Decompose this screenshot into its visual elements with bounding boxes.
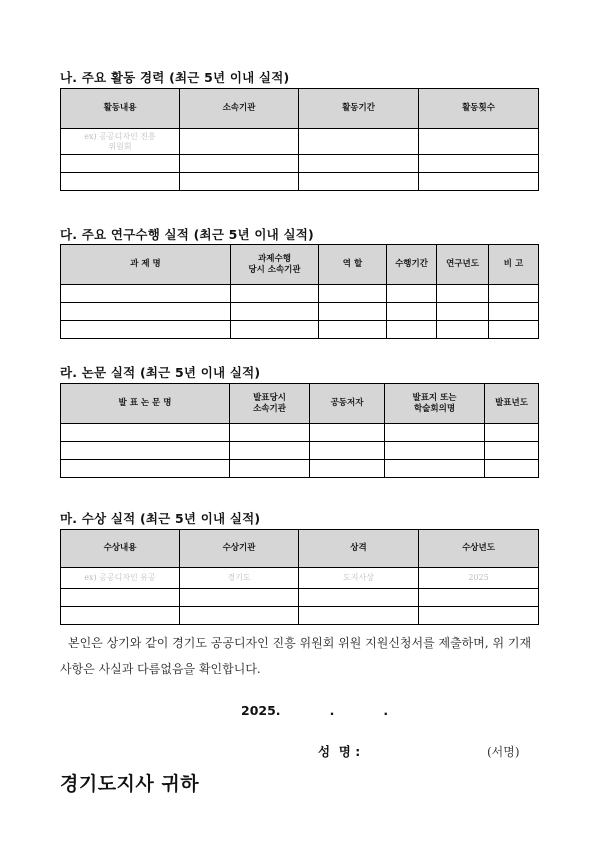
papers-header-label: 발표지 또는 학술회의명	[412, 392, 457, 414]
activities-header-label: 소속기관	[222, 103, 256, 113]
table-row	[61, 424, 539, 442]
table-row	[61, 460, 539, 478]
papers-cell[interactable]	[385, 442, 485, 460]
research-cell[interactable]	[319, 303, 387, 321]
papers-header-label: 공동저자	[330, 398, 364, 408]
activities-cell[interactable]	[299, 173, 419, 191]
table-row	[61, 568, 539, 589]
research-header-1	[231, 245, 319, 285]
awards-cell[interactable]	[419, 589, 539, 607]
activities-table	[60, 88, 539, 191]
research-header-3	[387, 245, 437, 285]
activities-cell[interactable]	[180, 173, 299, 191]
awards-cell-text: 2025	[468, 573, 489, 582]
awards-cell-text: 경기도	[227, 573, 251, 582]
awards-header-3	[419, 530, 539, 568]
research-header-label: 과 제 명	[130, 259, 161, 269]
signature-name-label: 성 명 :	[318, 744, 361, 759]
activities-cell[interactable]	[419, 155, 539, 173]
awards-cell-text: ex) 공공디자인 유공	[84, 573, 156, 582]
research-cell[interactable]	[489, 321, 539, 339]
addressee: 경기도지사 귀하	[60, 773, 200, 795]
papers-cell[interactable]	[230, 460, 310, 478]
papers-cell[interactable]	[485, 460, 539, 478]
awards-table	[60, 529, 539, 625]
awards-cell[interactable]	[299, 607, 419, 625]
research-header-5	[489, 245, 539, 285]
research-cell[interactable]	[319, 321, 387, 339]
awards-cell[interactable]	[419, 607, 539, 625]
activities-cell[interactable]	[61, 173, 180, 191]
awards-cell[interactable]	[419, 568, 539, 589]
activities-cell[interactable]	[299, 155, 419, 173]
research-cell[interactable]	[387, 303, 437, 321]
research-header-label: 역 할	[342, 259, 363, 269]
papers-header-3	[385, 384, 485, 424]
activities-cell[interactable]	[299, 129, 419, 155]
table-row	[61, 321, 539, 339]
awards-header-2	[299, 530, 419, 568]
papers-header-1	[230, 384, 310, 424]
awards-header-1	[180, 530, 299, 568]
research-header-2	[319, 245, 387, 285]
table-row	[61, 285, 539, 303]
awards-cell[interactable]	[299, 589, 419, 607]
papers-cell[interactable]	[61, 442, 230, 460]
research-cell[interactable]	[231, 285, 319, 303]
research-cell[interactable]	[61, 321, 231, 339]
papers-cell[interactable]	[310, 442, 385, 460]
research-cell[interactable]	[319, 285, 387, 303]
papers-cell[interactable]	[385, 460, 485, 478]
papers-cell[interactable]	[310, 424, 385, 442]
activities-header-3	[419, 89, 539, 129]
activities-cell[interactable]	[419, 129, 539, 155]
section-title-papers: 라. 논문 실적 (최근 5년 이내 실적)	[60, 365, 261, 380]
table-row	[61, 129, 539, 155]
activities-header-label: 활동기간	[342, 103, 375, 113]
papers-header-0	[61, 384, 230, 424]
research-cell[interactable]	[489, 303, 539, 321]
activities-cell[interactable]	[61, 155, 180, 173]
awards-header-0	[61, 530, 180, 568]
application-date: 2025. . .	[241, 703, 389, 718]
papers-header-label: 발 표 논 문 명	[118, 398, 172, 408]
papers-cell[interactable]	[61, 424, 230, 442]
papers-cell[interactable]	[230, 424, 310, 442]
papers-header-label: 발표당시 소속기관	[253, 392, 286, 414]
papers-header-2	[310, 384, 385, 424]
table-row	[61, 173, 539, 191]
papers-cell[interactable]	[230, 442, 310, 460]
research-header-4	[437, 245, 489, 285]
papers-table	[60, 383, 539, 478]
awards-header-label: 상격	[350, 543, 367, 553]
papers-cell[interactable]	[310, 460, 385, 478]
activities-cell[interactable]	[61, 129, 180, 155]
awards-header-label: 수상년도	[462, 543, 495, 553]
signature-hint: (서명)	[487, 745, 520, 759]
research-cell[interactable]	[437, 285, 489, 303]
research-table	[60, 244, 539, 339]
activities-header-label: 활동횟수	[462, 103, 495, 113]
papers-cell[interactable]	[61, 460, 230, 478]
research-header-label: 수행기간	[395, 259, 428, 269]
activities-header-label: 활동내용	[103, 103, 137, 113]
papers-cell[interactable]	[385, 424, 485, 442]
awards-cell[interactable]	[61, 607, 180, 625]
awards-cell[interactable]	[61, 568, 180, 589]
awards-cell[interactable]	[180, 589, 299, 607]
research-cell[interactable]	[61, 285, 231, 303]
papers-header-4	[485, 384, 539, 424]
awards-cell[interactable]	[180, 568, 299, 589]
awards-cell[interactable]	[61, 589, 180, 607]
research-cell[interactable]	[437, 303, 489, 321]
activities-cell[interactable]	[180, 129, 299, 155]
research-cell[interactable]	[437, 321, 489, 339]
papers-cell[interactable]	[485, 442, 539, 460]
research-cell[interactable]	[61, 303, 231, 321]
table-row	[61, 607, 539, 625]
activities-header-0	[61, 89, 180, 129]
activities-cell[interactable]	[180, 155, 299, 173]
research-cell[interactable]	[231, 303, 319, 321]
activities-header-2	[299, 89, 419, 129]
research-header-label: 비 고	[503, 259, 524, 269]
table-row	[61, 155, 539, 173]
table-row	[61, 442, 539, 460]
research-cell[interactable]	[489, 285, 539, 303]
declaration-text: 본인은 상기와 같이 경기도 공공디자인 진흥 위원회 위원 지원신청서를 제출하며, 위 기재 사항은 사실과 다름없음을 확인합니다.	[60, 636, 532, 676]
activities-header-1	[180, 89, 299, 129]
activities-cell[interactable]	[419, 173, 539, 191]
awards-cell-text: 도지사상	[343, 573, 374, 582]
awards-cell[interactable]	[180, 607, 299, 625]
research-header-label: 과제수행 당시 소속기관	[248, 253, 301, 275]
papers-cell[interactable]	[485, 424, 539, 442]
table-row	[61, 303, 539, 321]
table-row	[61, 589, 539, 607]
section-title-activities: 나. 주요 활동 경력 (최근 5년 이내 실적)	[60, 70, 290, 85]
section-title-awards: 마. 수상 실적 (최근 5년 이내 실적)	[60, 511, 261, 526]
research-header-label: 연구년도	[446, 259, 479, 269]
research-cell[interactable]	[387, 321, 437, 339]
research-header-0	[61, 245, 231, 285]
activities-cell-text: ex) 공공디자인 진흥 위원회	[84, 131, 156, 151]
section-title-research: 다. 주요 연구수행 실적 (최근 5년 이내 실적)	[60, 227, 314, 242]
research-cell[interactable]	[231, 321, 319, 339]
awards-header-label: 수상내용	[103, 543, 137, 553]
awards-header-label: 수상기관	[222, 543, 256, 553]
awards-cell[interactable]	[299, 568, 419, 589]
research-cell[interactable]	[387, 285, 437, 303]
papers-header-label: 발표년도	[495, 398, 528, 408]
